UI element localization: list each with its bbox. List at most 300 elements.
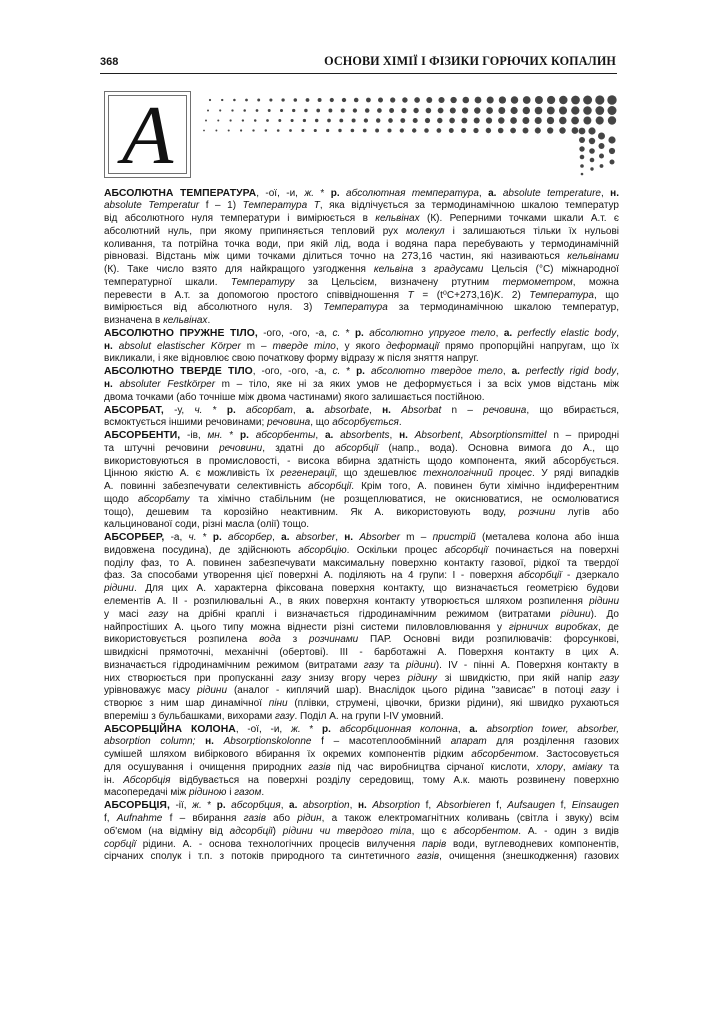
text-run: абсолютний нуль, при якому припиняється тепловий рух bbox=[104, 225, 407, 237]
dictionary-entry bbox=[104, 532, 619, 723]
italic-term: absolut elastischer Körper bbox=[118, 340, 241, 352]
text-run: . Крім того, А. повинен бути хімічно індиферентним bbox=[351, 481, 619, 493]
italic-term: газу bbox=[590, 685, 610, 697]
dictionary-entries bbox=[104, 188, 619, 865]
italic-term: мн. bbox=[207, 430, 223, 442]
italic-term: газу bbox=[281, 672, 301, 684]
italic-term: розчини bbox=[518, 506, 556, 518]
entry-headword: АБСОРБЕНТИ, bbox=[104, 430, 181, 442]
text-run: , bbox=[616, 366, 620, 378]
text-line bbox=[104, 302, 619, 315]
language-label: р. bbox=[330, 187, 340, 199]
text-run: , що здешевлює bbox=[334, 468, 424, 480]
text-run: f – масотеплообмінний bbox=[311, 736, 451, 748]
italic-term: тверде тіло bbox=[272, 340, 336, 352]
text-run: кальцинованої соди, різні масла (олії) тощо. bbox=[104, 519, 310, 531]
text-run: від абсолютного нуля температури і вимірюється в bbox=[104, 213, 376, 225]
italic-term: абсорбції bbox=[444, 544, 488, 556]
text-line bbox=[104, 762, 619, 775]
text-run: впереміш з бульбашками, вихорами bbox=[104, 710, 275, 722]
text-line bbox=[104, 443, 619, 456]
text-run: поділу фаз, то А. повинен забезпечувати максимальну поверхню контакту газової, рідкої та твердої bbox=[104, 557, 619, 569]
text-run: n – bbox=[441, 404, 484, 416]
italic-term: Температура bbox=[323, 302, 388, 314]
text-line bbox=[104, 213, 619, 226]
italic-term: perfectly elastic body bbox=[517, 327, 617, 339]
language-label: н. bbox=[104, 340, 113, 352]
text-run: температурної шкали. bbox=[104, 276, 231, 288]
text-run: Цінною якістю А. є можливість їх bbox=[104, 468, 281, 480]
text-run: у масі bbox=[104, 608, 149, 620]
text-run: води, вуглеводневих компонентів, bbox=[446, 838, 619, 850]
italic-term: абсорбується bbox=[332, 417, 399, 429]
italic-term: рідини bbox=[104, 583, 134, 595]
text-line bbox=[104, 200, 619, 213]
italic-term: абсорбентом bbox=[471, 749, 536, 761]
entry-headword: АБСОРБАТ, bbox=[104, 404, 164, 416]
language-label: н. bbox=[357, 800, 367, 812]
text-run: ПАР. Основні види розпилювачів: форсункові, bbox=[358, 634, 619, 646]
dictionary-entry bbox=[104, 800, 619, 864]
text-line bbox=[104, 290, 619, 303]
text-run: та bbox=[383, 659, 406, 671]
italic-term: вода bbox=[259, 634, 281, 646]
italic-term: абсолютная температура bbox=[346, 187, 479, 199]
italic-term: газу bbox=[148, 608, 168, 620]
text-run: них створюється при пропусканні bbox=[104, 672, 282, 684]
text-run: (аналог - киплячий шар). Внаслідок цього рідина "зависає" в потоці bbox=[227, 685, 591, 697]
italic-term: absorption column; bbox=[104, 736, 196, 748]
italic-term: технологічний процес bbox=[423, 468, 532, 480]
text-line bbox=[104, 622, 619, 635]
italic-term: ч. bbox=[188, 532, 197, 544]
italic-term: Абсорбція bbox=[123, 774, 171, 786]
language-label: а. bbox=[324, 430, 334, 442]
text-run: , у якого bbox=[335, 340, 386, 352]
text-run: з bbox=[413, 264, 434, 276]
italic-term: абсолютно упругое тело bbox=[369, 327, 496, 339]
text-line bbox=[104, 341, 619, 354]
text-run: починається на поверхні bbox=[487, 544, 620, 556]
text-run: прямо пропорційні напругам, що їх bbox=[439, 340, 619, 352]
italic-term: рідини bbox=[405, 659, 436, 671]
language-label: а. bbox=[305, 404, 315, 416]
italic-term: с. bbox=[332, 366, 341, 378]
italic-term: абсорбер bbox=[228, 532, 273, 544]
text-run: , bbox=[315, 430, 325, 442]
text-line bbox=[104, 468, 619, 481]
text-run: , bbox=[335, 532, 345, 544]
italic-term: піни bbox=[268, 698, 288, 710]
text-run bbox=[249, 430, 256, 441]
italic-term: absorber bbox=[295, 532, 336, 544]
italic-term: рідину bbox=[407, 672, 438, 684]
italic-term: Температура bbox=[529, 289, 594, 301]
text-run: вимірюється від абсолютного нуля. 3) bbox=[104, 302, 324, 314]
text-run: швидкісні прямоточні, механічні (обертові). III - барботажні А. Поверхня контакту в цих А. bbox=[104, 647, 619, 659]
text-line bbox=[104, 813, 619, 826]
italic-term: регенерації bbox=[280, 468, 335, 480]
text-run: коливання, та потрійна точка води, при якій лід, вода і водяна пара перебувають у термодинамічній bbox=[104, 238, 619, 250]
language-label: а. bbox=[289, 800, 298, 812]
text-run: лугів або bbox=[555, 506, 619, 518]
text-run: n – природні bbox=[546, 430, 620, 442]
italic-term: Absorbieren bbox=[436, 800, 491, 812]
language-label: а. bbox=[469, 723, 478, 735]
text-run: , bbox=[616, 327, 620, 339]
text-line bbox=[104, 481, 619, 494]
text-run: , що bbox=[310, 417, 333, 429]
text-line bbox=[104, 787, 619, 800]
italic-term: газом bbox=[234, 787, 262, 799]
text-run: , bbox=[600, 187, 611, 199]
text-run: з bbox=[280, 634, 309, 646]
italic-term: с. bbox=[332, 327, 341, 339]
text-line bbox=[104, 417, 619, 430]
text-run: і bbox=[609, 685, 619, 697]
text-line bbox=[104, 545, 619, 558]
text-run: двома точками (або точніше між двома частинами) якого залишається постійною. bbox=[104, 391, 485, 403]
italic-term: рідини bbox=[589, 596, 619, 607]
italic-term: кельвінах bbox=[375, 213, 420, 225]
text-run: * bbox=[201, 800, 217, 812]
text-run: -ів, bbox=[180, 430, 208, 442]
text-run: * bbox=[300, 723, 322, 735]
text-run: для розділення газових bbox=[486, 736, 619, 748]
italic-term: рідини bbox=[560, 608, 591, 620]
text-run: ). IV - пінні А. Поверхня контакту в bbox=[435, 659, 619, 671]
italic-term: Absorptionsmittel bbox=[469, 430, 547, 442]
italic-term: абсорбцію bbox=[298, 544, 347, 556]
italic-term: рідини чи твердого тіла bbox=[282, 825, 412, 837]
italic-term: Absorbent bbox=[414, 430, 461, 442]
text-run: , bbox=[369, 404, 383, 416]
text-run: * bbox=[196, 532, 213, 544]
italic-term: absorption tower, absorber, bbox=[486, 723, 619, 735]
italic-term: сорбції bbox=[104, 838, 136, 850]
italic-term: розчинами bbox=[308, 634, 359, 646]
language-label: н. bbox=[382, 404, 391, 416]
entry-headword: АБСОРБЦІЯ, bbox=[104, 800, 170, 812]
text-run: , яка відлічується за термодинамічною шкалою температур bbox=[319, 200, 619, 212]
italic-term: абсорбция bbox=[231, 800, 281, 812]
text-line bbox=[104, 226, 619, 239]
text-run: і bbox=[226, 787, 235, 799]
header-divider bbox=[100, 73, 617, 74]
page-number: 368 bbox=[100, 56, 119, 68]
dictionary-entry bbox=[104, 366, 619, 404]
text-run: . bbox=[261, 787, 265, 799]
text-run: m – тіло, яке ні за яких умов не деформується і за всіх умов відстань між bbox=[215, 378, 619, 390]
text-run: . bbox=[398, 417, 402, 429]
language-label: н. bbox=[104, 378, 113, 390]
text-run: найпростіших А. цього типу можна віднести різні системи пиловловлювання у bbox=[104, 621, 509, 633]
italic-term: газу bbox=[274, 710, 295, 722]
italic-term: T bbox=[407, 289, 414, 301]
text-run: за термодинамічною шкалою температур, bbox=[387, 302, 620, 314]
language-label: р. bbox=[321, 723, 331, 735]
language-label: н. bbox=[205, 736, 214, 748]
text-run: (плівки, струмені, цівочки, бризки рідини), які швидко рухаються bbox=[287, 698, 619, 710]
text-run: викликали, і яке відновлює свою початкову форму відразу ж після зняття напруг. bbox=[104, 353, 479, 365]
italic-term: рідин bbox=[297, 813, 322, 825]
text-line bbox=[104, 430, 619, 443]
text-run: * bbox=[222, 430, 241, 442]
language-label: р. bbox=[240, 430, 249, 442]
text-line bbox=[104, 749, 619, 762]
text-run: сірчаних сполук і т.п. з потоків природного та синтетичного bbox=[104, 851, 417, 863]
text-line bbox=[104, 609, 619, 622]
italic-term: perfectly rigid body bbox=[525, 366, 617, 378]
italic-term: абсорбенты bbox=[255, 430, 316, 442]
text-run: -а, bbox=[164, 532, 189, 544]
text-run: урівноважує масу bbox=[104, 685, 198, 697]
italic-term: Aufnahme bbox=[116, 813, 163, 825]
language-label: а. bbox=[488, 187, 497, 199]
italic-term: хлору bbox=[536, 761, 563, 773]
text-run: визначається гідродинамічним режимом (витратами bbox=[104, 659, 364, 671]
text-line bbox=[104, 188, 619, 201]
dictionary-entry bbox=[104, 188, 619, 328]
text-line bbox=[104, 366, 619, 379]
text-line bbox=[104, 647, 619, 660]
text-run: тощо), дешевим та корозійно неактивним. Як А. використовують воду, bbox=[104, 506, 519, 518]
italic-term: Температура T bbox=[242, 200, 320, 212]
entry-headword: АБСОЛЮТНО ПРУЖНЕ ТІЛО, bbox=[104, 327, 258, 339]
text-line bbox=[104, 839, 619, 852]
text-run: m – bbox=[240, 340, 273, 352]
italic-term: рідини bbox=[197, 685, 227, 697]
entry-headword: АБСОЛЮТНА ТЕМПЕРАТУРА bbox=[104, 187, 257, 199]
text-run: ін. bbox=[104, 774, 124, 786]
text-run: . Застосовується bbox=[535, 749, 619, 761]
text-run: (напр., вода). Основна вимога до А., що bbox=[378, 442, 619, 454]
italic-term: Aufsaugen bbox=[507, 800, 556, 812]
italic-term: absorption bbox=[302, 800, 350, 812]
text-run: та bbox=[602, 761, 620, 773]
italic-term: Einsaugen bbox=[571, 800, 620, 812]
text-line bbox=[104, 711, 619, 724]
running-title: ОСНОВИ ХІМІЇ І ФІЗИКИ ГОРЮЧИХ КОПАЛИН bbox=[324, 54, 616, 68]
text-line bbox=[104, 456, 619, 469]
italic-term: абсорбат bbox=[246, 404, 293, 416]
language-label: а. bbox=[281, 532, 290, 544]
italic-term: Absorption bbox=[372, 800, 421, 812]
italic-term: газів bbox=[416, 851, 440, 863]
text-run: знизу вгору через bbox=[300, 672, 408, 684]
text-run: ). До bbox=[590, 608, 619, 620]
italic-term: абсорбентом bbox=[453, 825, 519, 837]
text-line bbox=[104, 379, 619, 392]
text-run: , а також електромагнітних коливань (світла і звуку) всім bbox=[321, 813, 619, 825]
text-run: , можна bbox=[572, 276, 619, 288]
text-run: f, bbox=[555, 800, 572, 812]
text-run: , bbox=[280, 800, 290, 812]
italic-term: absorbents bbox=[340, 430, 390, 442]
text-run bbox=[314, 405, 324, 416]
entry-headword: АБСОРБЦІЙНА КОЛОНА bbox=[104, 723, 236, 735]
text-run: , що є bbox=[411, 825, 454, 837]
text-run: створює з ним шар динамічної bbox=[104, 698, 269, 710]
language-label: а. bbox=[511, 366, 520, 378]
text-run: = (t⁰C+273,16) bbox=[413, 289, 494, 301]
text-run bbox=[214, 736, 224, 747]
text-run: визначена в bbox=[104, 315, 164, 327]
text-run: та хімічно стабільним (не розщеплюватися, не окиснюватися, не осмолюватися bbox=[189, 493, 620, 505]
text-run: всмоктується іншими речовинами; bbox=[104, 417, 268, 429]
text-run: фаз. За способами утворення цієї поверхні А. поділяють на 4 групи: І - поверхня bbox=[104, 570, 519, 582]
italic-term: аміаку bbox=[572, 761, 603, 773]
text-line bbox=[104, 405, 619, 418]
dictionary-entry bbox=[104, 430, 619, 532]
italic-term: ч. bbox=[194, 404, 203, 416]
text-run bbox=[236, 405, 246, 416]
text-run: -у, bbox=[163, 404, 195, 416]
text-line bbox=[104, 264, 619, 277]
italic-term: речовина bbox=[267, 417, 311, 429]
text-run: під час виробництва сірчаної кислоти, bbox=[330, 761, 537, 773]
text-run: * bbox=[314, 187, 331, 199]
language-label: н. bbox=[610, 187, 619, 199]
italic-term: газу bbox=[599, 672, 619, 684]
text-run: f, bbox=[490, 800, 508, 812]
text-run: * bbox=[340, 327, 355, 339]
text-line bbox=[104, 494, 619, 507]
italic-term: абсолютно твердое тело bbox=[370, 366, 503, 378]
text-run: . А. - один з видів bbox=[518, 825, 619, 837]
language-label: а. bbox=[503, 327, 513, 339]
text-run: Цельсія (°C) міжнародної bbox=[483, 264, 619, 276]
text-run bbox=[391, 405, 401, 416]
italic-term: газів bbox=[308, 761, 331, 773]
text-run: , -ої, -и, bbox=[235, 723, 291, 735]
text-run: , здатні до bbox=[262, 442, 336, 454]
text-line bbox=[104, 277, 619, 290]
text-run: , bbox=[292, 404, 306, 416]
text-run: використовується розпилена bbox=[104, 634, 260, 646]
text-run: зі швидкістю, при якій напір bbox=[437, 672, 600, 684]
text-line bbox=[104, 660, 619, 673]
italic-term: рідиною bbox=[188, 787, 227, 799]
text-run: перевести в А.т. за допомогою простого співвідношення bbox=[104, 289, 408, 301]
text-run: (металева колона або інша bbox=[475, 532, 620, 544]
text-run: , що bbox=[593, 289, 619, 301]
text-line bbox=[104, 507, 619, 520]
language-label: р. bbox=[356, 366, 365, 378]
text-run: f – вбирання bbox=[162, 813, 244, 825]
text-line bbox=[104, 673, 619, 686]
text-line bbox=[104, 685, 619, 698]
text-run: для осушування і очищення природних bbox=[104, 761, 309, 773]
text-line bbox=[104, 826, 619, 839]
language-label: р. bbox=[216, 800, 226, 812]
text-run: та штучні речовини bbox=[104, 442, 220, 454]
text-line bbox=[104, 353, 619, 366]
section-letter: A bbox=[121, 95, 174, 174]
language-label: р. bbox=[212, 532, 222, 544]
text-run: , що вбирається, bbox=[526, 404, 620, 416]
italic-term: абсорбционная колонна bbox=[339, 723, 458, 735]
italic-term: речовини bbox=[219, 442, 263, 454]
section-letter-frame bbox=[104, 91, 191, 178]
text-line bbox=[104, 736, 619, 749]
text-run: за Цельсієм, визначену ртутним bbox=[294, 276, 503, 288]
text-run: сумішей шляхом вибіркового вбирання їх окремих компонентів рідким bbox=[104, 749, 472, 761]
text-line bbox=[104, 532, 619, 545]
text-run: f, bbox=[104, 813, 117, 825]
italic-term: ж. bbox=[290, 723, 301, 735]
text-line bbox=[104, 315, 619, 328]
italic-term: деформації bbox=[386, 340, 440, 352]
text-line bbox=[104, 558, 619, 571]
text-run: , bbox=[478, 187, 489, 199]
text-line bbox=[104, 698, 619, 711]
text-line bbox=[104, 251, 619, 264]
italic-term: Температуру bbox=[230, 276, 295, 288]
italic-term: Absorbat bbox=[401, 404, 442, 416]
text-run: f, bbox=[420, 800, 437, 812]
text-run bbox=[331, 724, 340, 735]
text-line bbox=[104, 328, 619, 341]
language-label: р. bbox=[226, 404, 236, 416]
italic-term: молекул bbox=[406, 225, 445, 237]
text-run: або bbox=[265, 813, 298, 825]
italic-term: апарат bbox=[450, 736, 487, 748]
italic-term: адсорбції bbox=[229, 825, 273, 837]
italic-term: Absorber bbox=[359, 532, 400, 544]
text-run: . bbox=[207, 315, 211, 327]
italic-term: Absorptionskolonne bbox=[223, 736, 312, 748]
italic-term: абсорбції bbox=[308, 481, 352, 493]
text-run: f – 1) bbox=[199, 200, 243, 212]
italic-term: K bbox=[493, 289, 501, 301]
text-run: . У ряді випадків bbox=[531, 468, 620, 480]
italic-term: ж. bbox=[192, 800, 202, 812]
text-run bbox=[195, 736, 205, 747]
text-run: і залишаються тільки їх нульові bbox=[444, 225, 620, 237]
text-run: об'ємом (на відміну від bbox=[104, 825, 230, 837]
text-run: . 2) bbox=[500, 289, 530, 301]
text-run: * bbox=[340, 366, 357, 378]
text-run: . Поділ А. на групи I-IV умовний. bbox=[294, 710, 444, 722]
italic-term: absorbate bbox=[324, 404, 370, 416]
text-run: на дрібні краплі і визначається гідродинамічним режимом (витратами bbox=[167, 608, 561, 620]
text-run: , bbox=[562, 761, 573, 773]
text-line bbox=[104, 724, 619, 737]
text-run: елементів А. II - розпилювальні А., в яких поверхня контакту утворюється шляхом розпилення bbox=[104, 596, 590, 607]
text-run: , bbox=[495, 327, 504, 339]
dictionary-entry bbox=[104, 328, 619, 366]
italic-term: термометром bbox=[502, 276, 573, 288]
text-run: (К). Таке число взято для найкращого узгодження bbox=[104, 264, 374, 276]
text-run: - дзеркало bbox=[561, 570, 620, 582]
italic-term: речовина bbox=[483, 404, 527, 416]
text-run: , очищення (знешкодження) газових bbox=[439, 851, 619, 863]
text-run: , bbox=[457, 723, 470, 735]
text-run: , bbox=[460, 430, 470, 442]
text-line bbox=[104, 800, 619, 813]
italic-term: абсорбату bbox=[137, 493, 190, 505]
text-run: , bbox=[272, 532, 282, 544]
text-line bbox=[104, 392, 619, 405]
text-run: рівновазі. Відстань між цими точками ділиться точно на 273,16 частин, які називаються bbox=[104, 251, 568, 263]
italic-term: absolute temperature bbox=[502, 187, 601, 199]
text-run: , bbox=[349, 800, 358, 812]
entry-headword: АБСОЛЮТНО ТВЕРДЕ ТІЛО bbox=[104, 366, 253, 378]
italic-term: газу bbox=[363, 659, 384, 671]
italic-term: абсорбції bbox=[335, 442, 379, 454]
italic-term: absoluter Festkörper bbox=[119, 378, 216, 390]
